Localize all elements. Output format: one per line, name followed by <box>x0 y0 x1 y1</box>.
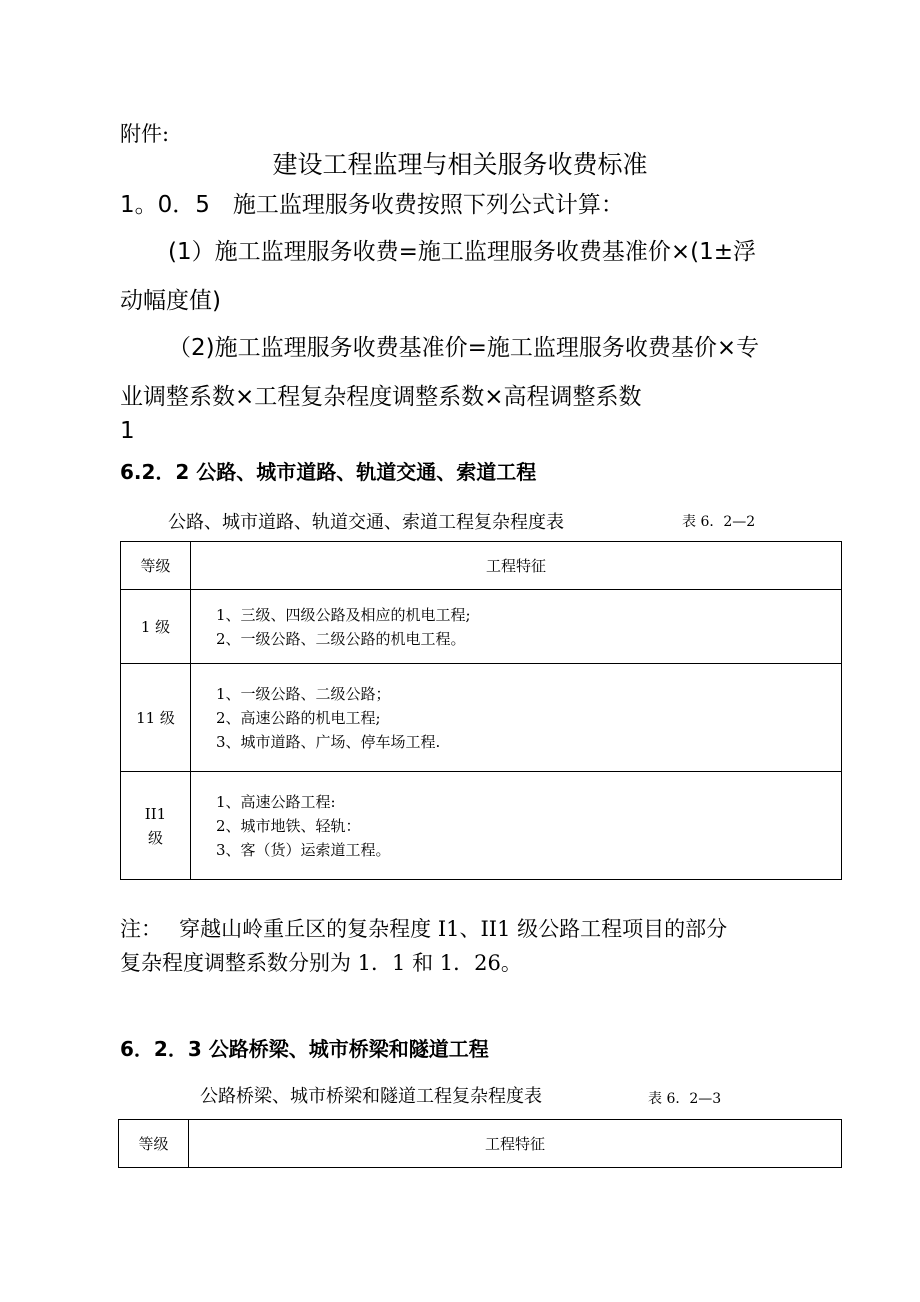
table-row <box>121 772 842 880</box>
level-cell <box>121 772 191 880</box>
feature-line: 3、客（货）运索道工程。 <box>216 840 391 859</box>
level-cell: 1 级 <box>121 590 191 664</box>
level-line: 级 <box>147 828 163 847</box>
attachment-label: 附件: <box>120 122 170 146</box>
level-cell: 11 级 <box>121 664 191 772</box>
header-level: 等级 <box>119 1120 189 1168</box>
note-line-1: 注： 穿越山岭重丘区的复杂程度 I1、II1 级公路工程项目的部分 <box>120 917 728 941</box>
document-title: 建设工程监理与相关服务收费标准 <box>272 150 648 179</box>
table-header-row <box>121 542 842 590</box>
feature-line: 2、城市地铁、轻轨： <box>216 816 361 835</box>
number-line: 1 <box>120 418 135 444</box>
feature-line: 3、城市道路、广场、停车场工程. <box>216 732 441 751</box>
feature-cell <box>191 590 842 664</box>
formula-2-line-1: （2)施工监理服务收费基准价=施工监理服务收费基价×专 <box>168 335 760 361</box>
table-row <box>121 590 842 664</box>
formula-1-line-2: 动幅度值) <box>120 288 221 314</box>
header-feature: 工程特征 <box>191 542 842 590</box>
table-header-row <box>119 1120 842 1168</box>
table-row <box>121 664 842 772</box>
feature-line: 2、高速公路的机电工程; <box>216 708 381 727</box>
feature-cell <box>191 664 842 772</box>
feature-line: 1、一级公路、二级公路； <box>216 684 391 703</box>
table-6-2-3-number: 表 6．2—3 <box>648 1091 722 1107</box>
table-6-2-3-caption: 公路桥梁、城市桥梁和隧道工程复杂程度表 <box>200 1086 542 1107</box>
complexity-table-6-2-2 <box>120 541 842 880</box>
feature-line: 1、高速公路工程: <box>216 792 336 811</box>
feature-cell <box>191 772 842 880</box>
formula-2-line-2: 业调整系数×工程复杂程度调整系数×高程调整系数 <box>120 384 642 410</box>
header-level: 等级 <box>121 542 191 590</box>
clause-1-0-5: 1。0．5 施工监理服务收费按照下列公式计算： <box>120 192 624 218</box>
feature-line: 1、三级、四级公路及相应的机电工程; <box>216 605 471 624</box>
note-line-2: 复杂程度调整系数分别为 1．1 和 1．26。 <box>120 951 522 975</box>
complexity-table-6-2-3 <box>118 1119 842 1168</box>
table-6-2-2-number: 表 6．2—2 <box>682 514 756 530</box>
section-6-2-2-heading: 6.2．2 公路、城市道路、轨道交通、索道工程 <box>120 460 537 484</box>
table-6-2-2-caption: 公路、城市道路、轨道交通、索道工程复杂程度表 <box>168 512 564 533</box>
header-feature: 工程特征 <box>189 1120 842 1168</box>
feature-line: 2、一级公路、二级公路的机电工程。 <box>216 629 466 648</box>
section-6-2-3-heading: 6．2．3 公路桥梁、城市桥梁和隧道工程 <box>120 1037 489 1061</box>
formula-1-line-1: (1）施工监理服务收费=施工监理服务收费基准价×(1±浮 <box>168 239 757 265</box>
level-line: II1 <box>144 804 167 823</box>
